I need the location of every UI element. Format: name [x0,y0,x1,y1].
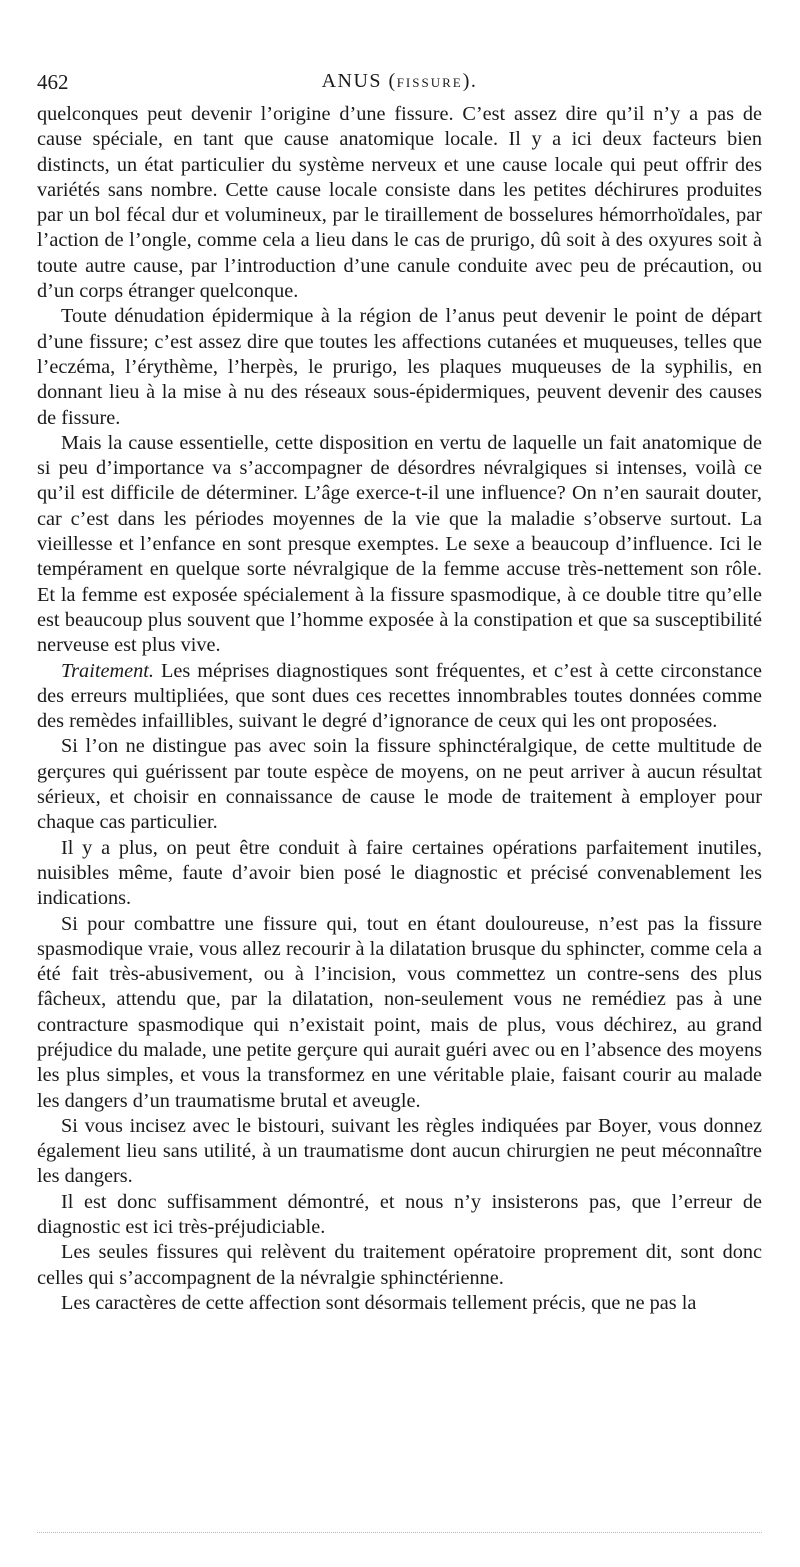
paragraph-diagnostic-error: Il est donc suffisamment démontré, et nous n’y insisterons pas, que l’erreur de diagnostic est ici très-préjudiciable. [37,1190,762,1239]
body-text [37,102,762,1316]
running-title [37,70,762,93]
running-title-main: ANUS [321,70,383,92]
paragraph-treatment [37,659,762,735]
running-title-paren-open: ( [382,70,397,92]
paragraph-characters: Les caractères de cette affection sont désormais tellement précis, que ne pas la [61,1291,697,1314]
running-title-sub: FISSURE [396,75,463,90]
paragraph-operative-fissures: Les seules fissures qui relèvent du traitement opératoire proprement dit, sont donc celles qui s’accompagnent de la névralgie sphinctérienne. [37,1241,762,1289]
paragraph-distinguish-fissure: Si l’on ne distingue pas avec soin la fissure sphinctéralgique, de cette multitude de gerçures qui guérissent par toute espèce de moyens, on ne peut arriver à aucun résultat sérieux, et choisir en connaissance de cause le mode de traitement à employer pour chaque cas particulier. [37,735,762,834]
treatment-heading: Traitement. [61,659,154,682]
paragraph-essential-cause: Mais la cause essentielle, cette disposition en vertu de laquelle un fait anatomique de si peu d’importance va s’accompagner de désordres névralgiques si intenses, voilà ce qu’il est difficile de déterminer. L’âge exerce-t-il une influence? On n’en saurait douter, car c’est dans les périodes moyennes de la vie que la maladie s’observe surtout. La vieillesse et l’enfance en sont presque exemptes. Le sexe a beaucoup d’influence. Ici le tempérament en quelque sorte névralgique de la femme accuse très-nettement son rôle. Et la femme est exposée spécialement à la fissure spasmodique, à ce double titre qu’elle est beaucoup plus souvent que l’homme exposée à la constipation et que sa susceptibilité nerveuse est plus vive. [37,431,762,657]
running-header [37,58,762,102]
paragraph-incision: Si vous incisez avec le bistouri, suivant les règles indiquées par Boyer, vous donnez également lieu sans utilité, à un traumatisme dont aucun chirurgien ne peut méconnaître les dangers. [37,1114,762,1188]
paragraph-dilatation: Si pour combattre une fissure qui, tout en étant douloureuse, n’est pas la fissure spasmodique vraie, vous allez recourir à la dilatation brusque du sphincter, comme cela a été fait très-abusivement, ou à l’incision, vous commettez un contre-sens des plus fâcheux, attendu que, par la dilatation, non-seulement vous ne remédiez pas à une contracture spasmodique qui n’existait point, mais de plus, vous déchirez, au grand préjudice du malade, une petite gerçure qui aurait guéri avec ou en l’absence des moyens les plus simples, et vous la transformez en une véritable plaie, faisant courir au malade les dangers d’un traumatisme brutal et aveugle. [37,912,762,1112]
paragraph-epidermal-denudation: Toute dénudation épidermique à la région de l’anus peut devenir le point de départ d’une fissure; c’est assez dire que toutes les affections cutanées et muqueuses, telles que l’eczéma, l’érythème, l’herpès, le prurigo, les plaques muqueuses de la syphilis, en donnant lieu à la mise à nu des réseaux sous-épidermiques, peuvent devenir des causes de fissure. [37,305,762,429]
treatment-text: Les méprises diagnostiques sont fréquentes, et c’est à cette circonstance des erreurs multipliées, que sont dues ces recettes innombrables toutes données comme des remèdes infaillibles, suivant le degré d’ignorance de ceux qui les ont proposées. [37,659,762,733]
running-title-paren-close: ). [462,70,478,92]
paragraph-causes-continued: quelconques peut devenir l’origine d’une fissure. C’est assez dire qu’il n’y a pas de cause spéciale, en tant que cause anatomique locale. Il y a ici deux facteurs bien distincts, un état particulier du système nerveux et une cause locale qui peut offrir des variétés sans nombre. Cette cause locale consiste dans les petites déchirures produites par un bol fécal dur et volumineux, par le tiraillement de bosselures hémorrhoïdales, par l’action de l’ongle, comme cela a lieu dans le cas de prurigo, dû soit à des oxyures soit à toute autre cause, par l’introduction d’une canule conduite avec peu de précaution, ou d’un corps étranger quelconque. [37,103,762,303]
paragraph-useless-operations: Il y a plus, on peut être conduit à faire certaines opérations parfaitement inutiles, nuisibles même, faute d’avoir bien posé le diagnostic et précisé convenablement les indications. [37,836,762,910]
page-number: 462 [37,70,69,94]
bottom-bleed-through-line [37,1532,762,1533]
